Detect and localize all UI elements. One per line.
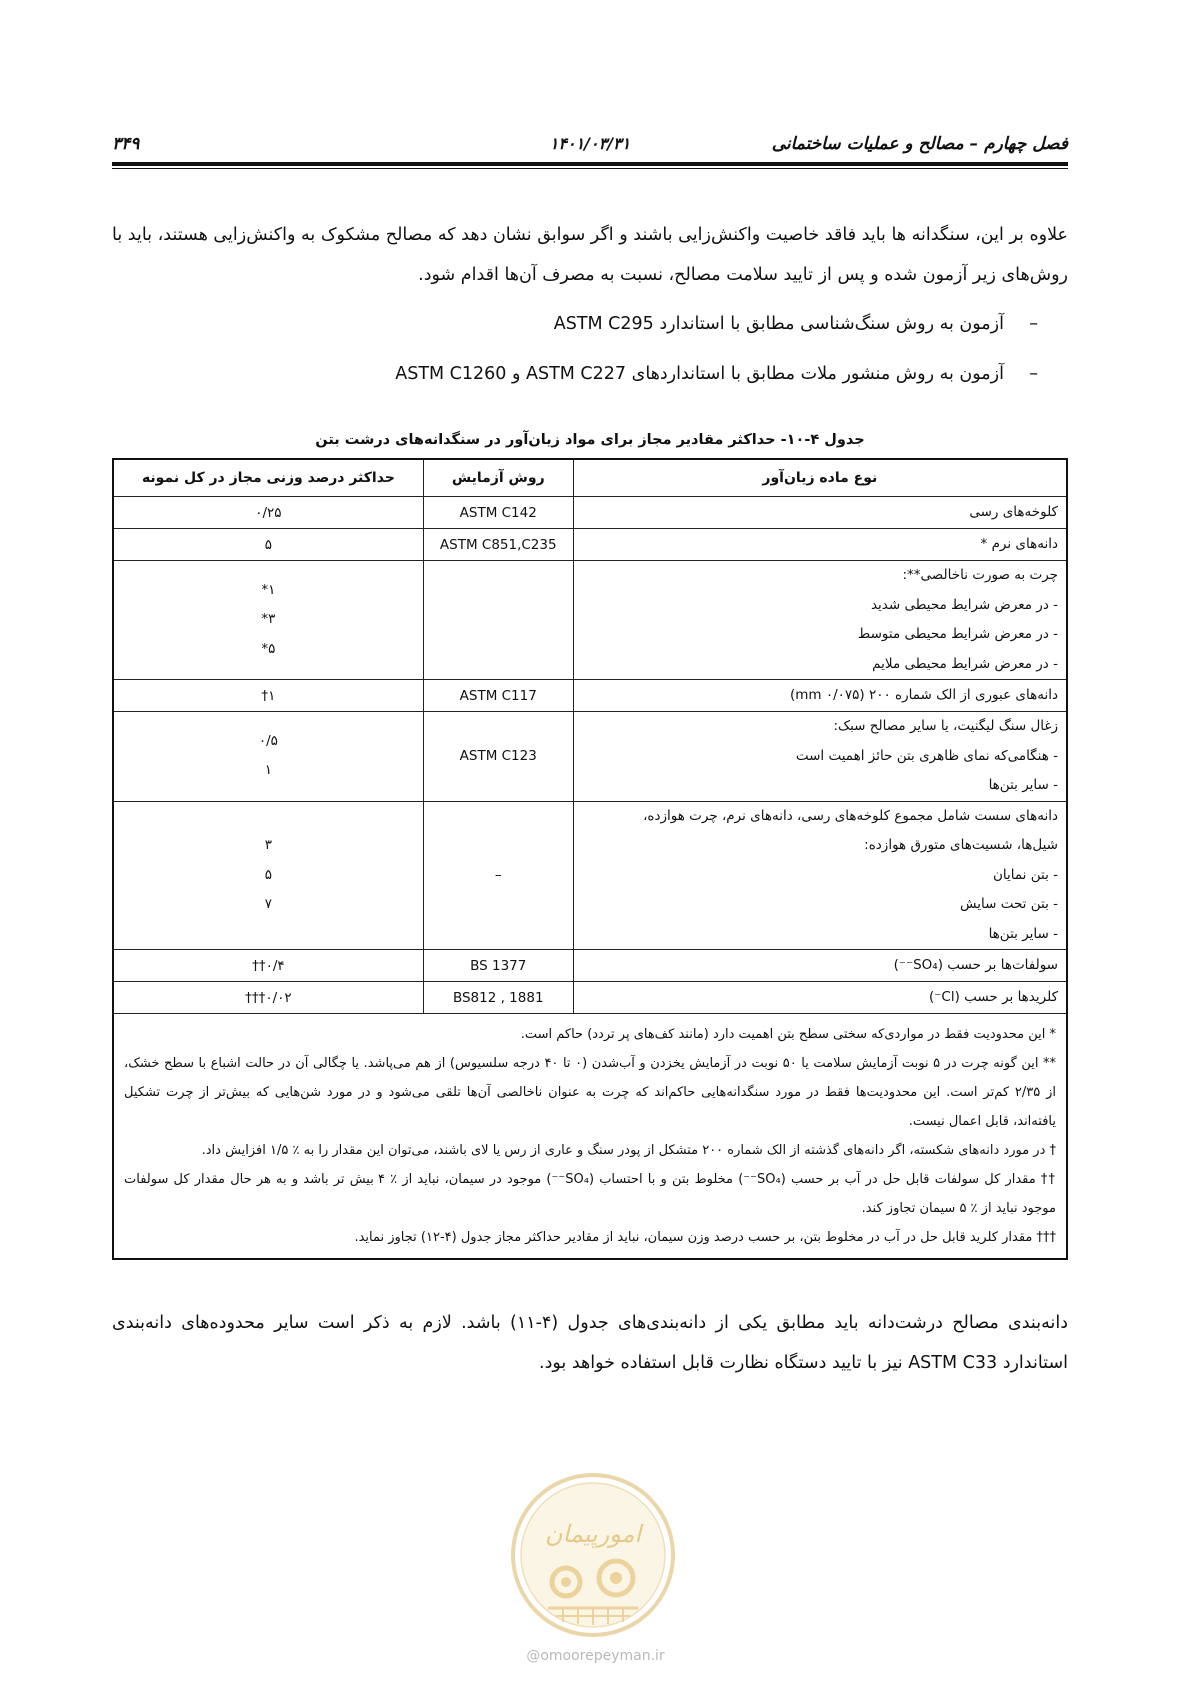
material-cell: زغال سنگ لیگنیت، یا سایر مصالح سبک:: [833, 718, 1058, 734]
page-number: ۳۴۹: [112, 134, 140, 154]
chapter-title: فصل چهارم – مصالح و عملیات ساختمانی: [771, 134, 1068, 154]
material-cell: - هنگامی‌که نمای ظاهری بتن حائز اهمیت است: [795, 747, 1058, 764]
material-cell: دانه‌های سست شامل مجموع کلوخه‌های رسی، دانه‌های نرم، چرت هوازده،: [643, 807, 1058, 824]
method-cell: –: [423, 801, 573, 950]
table-row: [113, 801, 1067, 950]
limit-cell: ۰/۲۵: [113, 497, 423, 529]
material-cell: دانه‌های نرم *: [980, 535, 1058, 552]
method-cell: ASTM C851,C235: [423, 529, 573, 561]
header-rule: [112, 162, 1068, 166]
table-note: † در مورد دانه‌های شکسته، اگر دانه‌های گذشته از الک شماره ۲۰۰ متشکل از پودر سنگ و عاری از رس یا لای باشند، می‌توان این مقدار را به ٪ ۱/۵ افزایش داد.: [201, 1143, 1056, 1158]
limit-cell: ۱†: [113, 680, 423, 712]
harmful-materials-table: [112, 458, 1068, 1260]
dash-bullet: –: [1029, 314, 1038, 334]
material-cell: - در معرض شرایط محیطی متوسط: [857, 626, 1058, 642]
table-row: [113, 561, 1067, 680]
test-method-list: [112, 299, 1068, 399]
table-row: [113, 982, 1067, 1014]
header-material: نوع ماده زیان‌آور: [573, 459, 1067, 497]
material-cell: - در معرض شرایط محیطی ملایم: [872, 655, 1058, 672]
logo-text: امورپیمان: [544, 1520, 642, 1548]
limit-cell: ۵: [113, 529, 423, 561]
limit-cell: ۳*: [261, 611, 276, 628]
table-note: †† مقدار کل سولفات قابل حل در آب بر حسب (SO₄⁻⁻) مخلوط بتن و با احتساب (SO₄⁻⁻) موجود در سیمان، نباید از ٪ ۴ بیش تر باشد و به هر حال مقدار کل سولفات موجود نباید از ٪ ۵ سیمان تجاوز کند.: [124, 1172, 1057, 1216]
dash-bullet: –: [1029, 364, 1038, 384]
method-cell: BS 1377: [423, 950, 573, 982]
method-cell: ASTM C117: [423, 680, 573, 712]
page-header: [112, 124, 1068, 164]
table-note: * این محدودیت فقط در مواردی‌که سختی سطح بتن اهمیت دارد (مانند کف‌های پر تردد) حاکم است.: [520, 1027, 1056, 1042]
header-limit: حداکثر درصد وزنی مجاز در کل نمونه: [113, 459, 423, 497]
header-method: روش آزمایش: [423, 459, 573, 497]
watermark-logo: [508, 1470, 678, 1640]
grading-paragraph: دانه‌بندی مصالح درشت‌دانه باید مطابق یکی از دانه‌بندی‌های جدول (۴-۱۱) باشد. لازم به ذکر است سایر محدوده‌های دانه‌بندی استاندارد ASTM C33 نیز با تایید دستگاه نظارت قابل استفاده خواهد بود.: [112, 1313, 1068, 1373]
table-header-row: [113, 459, 1067, 497]
table-notes-row: [113, 1014, 1067, 1260]
method-cell: BS812 , 1881: [423, 982, 573, 1014]
material-cell: - در معرض شرایط محیطی شدید: [870, 596, 1058, 613]
limit-cell: ۷: [264, 896, 273, 912]
material-cell: کلریدها بر حسب (Cl⁻): [928, 988, 1058, 1005]
intro-paragraph: علاوه بر این، سنگدانه ها باید فاقد خاصیت واکنش‌زایی باشند و اگر سوابق نشان دهد که مصالح مشکوک به واکنش‌زایی هستند، باید با روش‌های زیر آزمون شده و پس از تایید سلامت مصالح، نسبت به مصرف آن‌ها اقدام شود.: [112, 225, 1068, 285]
limit-cell: ۰/۵: [258, 732, 278, 749]
header-rule-thin: [112, 168, 1068, 169]
material-cell: چرت به صورت ناخالصی**:: [902, 567, 1058, 583]
material-cell: سولفات‌ها بر حسب (SO₄⁻⁻): [893, 956, 1058, 973]
table-row: [113, 497, 1067, 529]
intro-section: [112, 215, 1068, 399]
material-cell: - سایر بتن‌ها: [988, 925, 1058, 942]
limit-cell: ۵*: [261, 640, 276, 657]
table-note: ††† مقدار کلرید قابل حل در آب در مخلوط بتن، بر حسب درصد وزن سیمان، نباید از مقادیر حداکثر مجاز جدول (۴-۱۲) تجاوز نماید.: [354, 1230, 1056, 1245]
limit-cell: ۱: [264, 762, 273, 779]
method-cell: [423, 561, 573, 680]
material-cell: - بتن نمایان: [992, 866, 1058, 883]
material-cell: - سایر بتن‌ها: [988, 777, 1058, 793]
limit-cell: ۱*: [261, 581, 276, 598]
limit-cell: ۰/۰۲†††: [113, 982, 423, 1014]
table-caption: جدول ۴-۱۰- حداکثر مقادیر مجاز برای مواد زیان‌آور در سنگدانه‌های درشت بتن: [315, 432, 865, 448]
material-cell: کلوخه‌های رسی: [969, 503, 1058, 520]
table-row: [113, 712, 1067, 802]
material-cell: - بتن تحت سایش: [960, 896, 1058, 912]
table-note: ** این گونه چرت در ۵ نوبت آزمایش سلامت یا ۵۰ نوبت در آزمایش یخزدن و آب‌شدن (۰ تا ۴۰ درجه سلسیوس) از هم می‌پاشد. یا چگالی آن در حالت اشباع با سطح خشک، از ۲/۳۵ کم‌تر است. این محدودیت‌ها فقط در مورد سنگدانه‌هایی حاکم‌اند که چرت به عنوان ناخالصی آن‌ها تلقی می‌شود و در مورد شن‌هایی که بیش‌تر از چرت تشکیل یافته‌اند، قابل اعمال نیست.: [124, 1056, 1057, 1129]
limit-cell: ۰/۴††: [113, 950, 423, 982]
header-date: ۱۴۰۱/۰۳/۳۱: [549, 134, 631, 153]
table-notes: [113, 1014, 1067, 1260]
method-cell: ASTM C142: [423, 497, 573, 529]
table-row: [113, 950, 1067, 982]
material-cell: شیل‌ها، شسیت‌های متورق هوازده:: [864, 837, 1058, 853]
limit-cell: ۳: [264, 837, 273, 853]
limit-cell: ۵: [264, 866, 273, 883]
method-cell: ASTM C123: [423, 712, 573, 802]
watermark-url: @omoorepeyman.ir: [526, 1648, 665, 1664]
list-item: – آزمون به روش منشور ملات مطابق با استانداردهای ASTM C227 و ASTM C1260: [112, 349, 1068, 399]
table-row: [113, 529, 1067, 561]
list-item: – آزمون به روش سنگ‌شناسی مطابق با استاندارد ASTM C295: [112, 299, 1068, 349]
table-row: [113, 680, 1067, 712]
logo-seal-icon: [508, 1470, 678, 1640]
grading-section: [112, 1303, 1068, 1383]
material-cell: دانه‌های عبوری از الک شماره ۲۰۰ (۰/۰۷۵ mm): [789, 686, 1058, 703]
